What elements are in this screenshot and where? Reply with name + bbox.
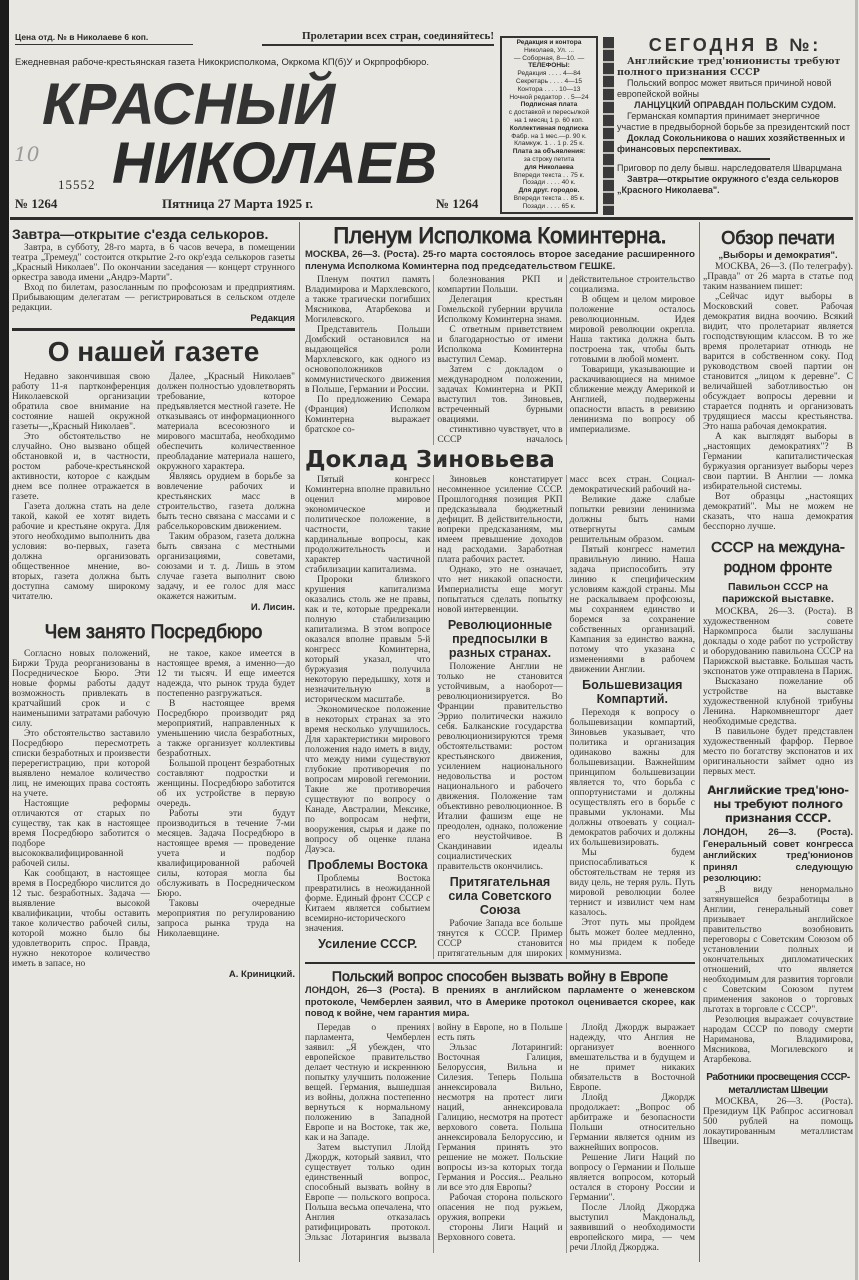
- zinoviev-body: [305, 475, 695, 959]
- headline-line: ны требуют полного: [713, 797, 843, 811]
- info-line: — Соборная, 8—10. —: [513, 54, 585, 62]
- sssr-front-headline: [703, 538, 853, 578]
- price-line: Цена отд. № в Николаеве 6 коп.: [15, 32, 193, 45]
- plenum-col2: [437, 275, 562, 425]
- newspaper-title-line2: НИКОЛАЕВ: [112, 131, 438, 196]
- today-divider: [700, 158, 770, 160]
- tred-body: [703, 885, 853, 1065]
- zavtra-signature: Редакция: [250, 313, 295, 324]
- info-line: Позади . . . . 65 к.: [522, 202, 576, 210]
- zinoviev-col1: [305, 475, 430, 855]
- paragraph: Пленум почтил память Владимирова и Мархлевского, а также трагически погибших Мясникова, Атарбекова и Могилевского.: [305, 275, 431, 325]
- masthead-rule: [10, 217, 853, 220]
- info-line: Фабр. на 1 мес.—р. 90 к.: [511, 132, 587, 140]
- paragraph: После Ллойд Джорджа выступил Макдональд, заявивший о необходимости европейского мира, — чем речи Ллойд Джорджа.: [569, 1202, 695, 1253]
- column-divider: [699, 222, 700, 1262]
- o-gazete-signature: И. Лисин.: [250, 602, 295, 613]
- handwritten-mark: 10: [14, 142, 40, 166]
- paragraph: Ллойд Джордж выражает надежду, что Англия не организует военного вмешательства и в будущем и не примет никаких обязательств в Восточной Европе.: [569, 1022, 695, 1093]
- paragraph: Резолюция выражает сочувствие народам СССР по поводу смерти Нариманова, Владимирова, Мясникова, Могилевского и Атарбекова.: [703, 1014, 853, 1065]
- slogan: Пролетарии всех стран, соединяйтесь!: [262, 30, 494, 46]
- paragraph: Товарищи, указывающие и раскачивающиеся на мнимое сближение между Америкой и Англией, подвержены опасности впасть в ревизию ленинизма по вопросу об империализме.: [569, 365, 695, 435]
- paragraph: Представитель Польши Домбский остановился на выдающейся роли Мархлевского, как одного из основоположников коммунистического движения в Польше, Германии и России.: [305, 325, 431, 395]
- obzor-subhead: „Выборы и демократия".: [718, 250, 838, 261]
- info-line: ТЕЛЕФОНЫ:: [528, 62, 570, 70]
- polish-body: [305, 1023, 695, 1253]
- scan-left-edge: [0, 0, 9, 1280]
- paragraph: В настоящее время Посредбюро производит ряд мероприятий, направленных к уменьшению числа безработных, а также организует коллективы безработных.: [157, 699, 295, 759]
- newspaper-title-line1: КРАСНЫЙ: [42, 72, 336, 137]
- paragraph: Делегация крестьян Гомельской губернии вручила Исполкому Коминтерна знамя.: [437, 295, 563, 325]
- paragraph: стороны Лиги Наций и Верховного совета.: [437, 1222, 563, 1243]
- paragraph: Недавно закончившая свою работу 11-я партконференция Николаевской организации обратила свое внимание на состояние нашей окружной газеты—„Красный Николаев".: [12, 372, 150, 432]
- ornament-strip: [603, 37, 614, 215]
- obzor-headline: Обзор печати: [721, 228, 835, 248]
- posredburo-col1: [12, 649, 150, 969]
- rabpros-body: [703, 1097, 853, 1147]
- paragraph: Затем выступил Ллойд Джордж, который заявил, что существует только один единственный вопрос, способный вызвать войну в Европе — польского вопроса. Польша весьма опечалена, что Англия отказалась ратифицировать протокол. Эльзас Лотарингия вызвала войну в Европе, но в Польше есть пять: [305, 1022, 563, 1243]
- paragraph: Однако, это не означает, что нет никакой опасности. Империалисты еще могут попытаться сделать попытку новой интервенции.: [437, 565, 563, 615]
- sssr-front-subhead: Павильон СССР на парижской выставке.: [722, 581, 834, 605]
- o-gazete-col1: [12, 372, 150, 602]
- tred-lead: ЛОНДОН, 26—3. (Роста). Генеральный совет конгресса английских тред'юнионов принял следующую резолюцию:: [703, 827, 853, 884]
- paragraph: Проблемы Востока превратились в неожиданной форме. Единый фронт СССР с Китаем является событием всемирно-исторического значения.: [305, 874, 431, 934]
- zavtra-headline: Завтра—открытие с'езда селькоров.: [12, 226, 269, 242]
- paragraph: Вход по билетам, разосланным по профсоюзам и предприятиям. Прибывающим делегатам — регистрироваться в сельском отделе редакции.: [12, 283, 295, 313]
- left-column: [12, 225, 295, 981]
- info-line: с доставкой и пересылкой: [508, 109, 590, 117]
- paragraph: Завтра, в субботу, 28-го марта, в 6 часов вечера, в помещении театра „Тремеуд" состоится открытие 2-го окр'езда селькоров газеты „Красный Николаев". По окончании заседания — концерт струнного оркестра завода имени „Андрэ-Марти".: [12, 243, 295, 283]
- zinoviev-col2b: [437, 662, 562, 872]
- stamp-number: 15552: [58, 177, 96, 192]
- info-line: Редакция и контора: [516, 39, 582, 46]
- info-line: Кламкуж. 1 . . 1 р. 25 к.: [514, 140, 584, 148]
- paragraph: Рабочие Запада все больше тянутся к СССР. Пример СССР становится притягательным для широких масс всех стран. Социал-демократический рабочий на-: [437, 475, 695, 959]
- info-line: Впереди текста . . 85 к.: [513, 194, 585, 202]
- paragraph: А как выглядят выборы в „настоящих демократиях"? В Германии капиталистическая буржуазия организует выборы через свои партии. В Англии — ломка избирательной системы.: [703, 432, 853, 492]
- headline-line: металлистам Швеции: [728, 1084, 828, 1096]
- posredburo-col2: [157, 649, 295, 969]
- sssr-front-body: [703, 607, 853, 777]
- paragraph: По предложению Семара (Франция) Исполком Коминтерна выражает братское со-: [305, 395, 431, 435]
- today-title: СЕГОДНЯ В №:: [648, 35, 822, 55]
- paragraph: Великие даже слабые попытки ревизии ленинизма должны быть нами отвергнуты самым решительным образом.: [569, 495, 695, 545]
- section-rule: [12, 328, 295, 331]
- today-item: Завтра—открытие окружного с'езда селькоров „Красного Николаева".: [617, 174, 839, 195]
- issue-number-right: № 1264: [436, 196, 479, 211]
- paragraph: стинктивно чувствует, что в СССР началось действительное строительство социализма.: [437, 275, 695, 445]
- subhead-problemy-vostoka: Проблемы Востока: [307, 858, 428, 872]
- info-line: Николаев, Ул. ...: [523, 46, 575, 54]
- paragraph: Решение Лиги Наций по вопросу о Германии и Польше является вопросом, который остался в сторону России и Германии".: [569, 1152, 695, 1203]
- paragraph: „Сейчас идут выборы в Московский совет. Рабочая демократия видна воочию. Всякий видит, что пролетариат является господствующим классом. В то же время пролетариат отнюдь не варится в собственном соку. Под руководством своей партии он становится „лицом к деревне". С величайшей заботливостью он обсуждает вопросы деревни и старается поднять и организовать трудящиеся массы крестьянства. Это наша рабочая демократия.: [703, 292, 853, 432]
- zinoviev-col2a: [437, 475, 562, 615]
- paragraph: Как сообщают, в настоящее время в Посредбюро числится до 12 тыс. безработных. Задача — выявление высокой квалификации, чтобы оставить такое количество рабочей силы, которой можно было бы удовлетворить спрос. Правда, нужно некоторое количество иметь в запасе, но: [12, 869, 150, 969]
- plenum-col1: [305, 275, 430, 435]
- headline-line: признания СССР.: [724, 811, 832, 825]
- zinoviev-col3b: [570, 708, 695, 958]
- info-line: Впереди текста . . 75 к.: [513, 171, 585, 179]
- paragraph: Мы будем приспосабливаться к обстоятельствам не теряя из виду цель, не теряя руль. Путь мировой революции более тернист и извилист чем нам казалось.: [569, 848, 695, 918]
- today-item: Приговор по делу бывш. нарследователя Шварцмана: [617, 163, 842, 173]
- tred-headline: [703, 783, 853, 825]
- paragraph: Далее, „Красный Николаев" должен полностью удовлетворять требование, которое предъявляется местной газете. Не отказываясь от информационного материала всесоюзного и мирового масштаба, необходимо обеспечить количественное преобладание материала нашего, окружного характера.: [157, 372, 295, 472]
- paragraph: не такое, какое имеется в настоящее время, а именно—до 12 ти тысяч. И еще имеется надежда, что рынок труда будет постепенно разгружаться.: [157, 649, 295, 699]
- today-in-issue-box: [617, 34, 853, 196]
- paragraph: Газета должна стать на деле такой, какой ее хотят видеть рабочие и крестьяне округа. Для этого необходимо выполнить два условия: во-первых, газета должна организовать общественное мнение, во-вторых, газета должна быть доступна самому широкому читателю.: [12, 502, 150, 602]
- headline-line: СССР на междуна-: [711, 539, 845, 556]
- plenum-headline: Пленум Исполкома Коминтерна.: [333, 223, 667, 248]
- polish-col2: [437, 1043, 562, 1223]
- paragraph: „В виду ненормально затянувшейся безработицы в Англии, генеральный совет призывает английское правительство возобновить переговоры с Советским Союзом об установлении полных и окончательных дипломатических отношений, что является необходимым для развития торговли с Советским Союзом путем применения законов о торговых льготах в торговле с СССР".: [703, 884, 853, 1015]
- paragraph: Положение Англии не только не становится устойчивым, а наоборот—революционизируется. Во Франции правительство Эррио политически нажило себя. Балканские государства революционизируются тремя обстоятельствами: ростом крестьянского движения, усилением национального недовольства и ростом национального и рабочего движения. Положение там объективно революционное. В Италии фашизм еще не преодолен, однако, положение его неустойчивое. В Скандинавии идеалы социалистических правительств окончились.: [437, 662, 563, 872]
- obzor-body: [703, 262, 853, 532]
- section-rule: [305, 962, 695, 964]
- info-line: Плата за объявления:: [512, 148, 586, 156]
- paragraph: Это обстоятельство не случайно. Оно вызвано общей обстановкой и, в частности, ростом рабоче-крестьянской активности, которое с каждым днем все полнее отражается в газете.: [12, 432, 150, 502]
- headline-line: родном фронте: [723, 559, 833, 576]
- today-item: Польский вопрос может явиться причиной новой европейской войны: [617, 78, 832, 99]
- subhead-usilenie: Усиление СССР.: [318, 937, 418, 951]
- info-line: Редакция . . . . 4—84: [517, 70, 581, 78]
- right-column: [703, 226, 853, 1147]
- info-line: Контора . . . . 10—13: [517, 85, 581, 93]
- subtitle: Ежедневная рабоче-крестьянская газета Никокрисполкома, Окркома КП(б)У и Окрпрофбюро.: [15, 57, 430, 68]
- today-item: Доклад Сокольникова о наших хозяйственных и финансовых перспективах.: [617, 133, 846, 154]
- paragraph: Работы эти будут производиться в течение 7-ми месяцев. Задача Посредбюро в настоящее время — проведение учета и подбор квалифицированной рабочей силы, которая могла бы обслуживать в Посредническом Бюро.: [157, 809, 295, 899]
- middle-column: [305, 223, 695, 1253]
- paragraph: МОСКВА, 26—3. (По телеграфу). „Правда" от 26 марта в статье под таким названием пишет:: [703, 262, 853, 292]
- headline-line: Работники просвещения СССР-: [706, 1071, 850, 1083]
- paragraph: Передав о прениях парламента, Чемберлен заявил: „Я убежден, что европейское правительство делает честную и искреннюю попытку улучшить положение вещей. Германия, вышедшая из войны, должна постепенно вернуться к нормальному положению в Западной Европе и на Востоке, так же, как и на Западе.: [305, 1022, 431, 1143]
- today-item: Германская компартия принимает энергичное участие в предвыборной борьбе за президентский пост: [617, 111, 851, 132]
- polish-lead: ЛОНДОН, 26—3 (Роста). В прениях в английском парламенте о женевском протоколе, Чемберлен заявил, что в Америке протокол оценивается скорее, как повод к войне, чем гарантия мира.: [305, 985, 695, 1019]
- posredburo-headline: Чем занято Посредбюро: [44, 622, 263, 643]
- zinoviev-col1b: [305, 874, 430, 934]
- paragraph: Эльзас Лотарингий: Восточная Галиция, Белоруссия, Вильна и Силезия. Теперь Польша аннексировала Вильно, несмотря на протест лиги наций, аннексировала Галицию, несмотря на протест верхового совета. Польша аннексировала Белоруссию, и Германия принять это решение не может. Польские вопросы из-за которых тогда Германия и Россия... Реально ли все это для Европы?: [437, 1042, 563, 1193]
- posredburo-signature: А. Криницкий.: [228, 969, 295, 980]
- paragraph: Высказано пожелание об устройстве на выставке художественной клубной трибуны Ленина. Наркомвнешторг дает необходимые средства.: [703, 677, 853, 727]
- paragraph: Таковы очередные мероприятия по регулированию запроса рынка труда на Николаевщине.: [157, 899, 295, 939]
- paragraph: Ллойд Джордж продолжает: „Вопрос об арбитраже и безопасности Польши относительно Германии является одним из важнейших вопросов.: [569, 1092, 695, 1153]
- info-line: Подписная плата: [520, 101, 578, 109]
- info-line: Позади . . . . 40 к.: [522, 179, 576, 187]
- today-item: ЛАНЦУЦКИЙ ОПРАВДАН ПОЛЬСКИМ СУДОМ.: [634, 100, 836, 110]
- issue-date: Пятница 27 Марта 1925 г.: [162, 196, 314, 211]
- paragraph: МОСКВА, 26—3. (Роста). Президиум ЦК Рабпрос ассигновал 500 рублей на помощь локаутированным металлистам Швеции.: [703, 1096, 853, 1147]
- paragraph: Вот образцы „настоящих демократий". Мы не можем не сказать, что наша демократия бесспорно лучше.: [703, 492, 853, 532]
- headline-line: Английские тред'юно-: [707, 783, 849, 797]
- paragraph: Большой процент безработных составляют подростки и женщины. Посредбюро заботится об их устройстве в первую очередь.: [157, 759, 295, 809]
- paragraph: болезнования РКП и компартии Польши.: [437, 275, 563, 295]
- paragraph: Настоящие реформы отличаются от старых по существу, так как в настоящее время Посредбюро заботится о подборе высококвалифицированной рабочей силы.: [12, 799, 150, 869]
- today-item: Английские тред'юнионисты требуют полного признания СССР: [617, 56, 841, 78]
- paragraph: Таким образом, газета должна быть связана с местными организациями, советами, союзами и т. д. Лишь в этом случае газета выполнит свою задачу, и ее голос для масс окажется нажитым.: [157, 532, 295, 602]
- paragraph: В павильоне будет представлен художественный фарфор. Первое место по богатству экспонатов и их оригинальности займет одно из первых мест.: [703, 727, 853, 777]
- paragraph: С ответным приветствием и благодарностью от имени Исполкома Коминтерна выступил Семар.: [437, 325, 563, 365]
- paragraph: Пятый конгресс наметил правильную линию. Наша задача приспособить эту линию к специфическим условиям каждой страны. Мы не раскалываем профсоюзы, мы сохраняем единство и боремся за сохранение собственных организаций. Кампания за единство важна, потому что указана с изменениями в рабочем движении Англии.: [569, 545, 695, 675]
- paragraph: Являясь орудием в борьбе за вовлечение рабочих и крестьянских масс в строительство, газета должна быть тесно связана с массами и с рабселькоровским движением.: [157, 472, 295, 532]
- editorial-info-box: [500, 36, 598, 214]
- paragraph: МОСКВА, 26—3. (Роста). В художественном совете Наркомпроса были заслушаны доклады о ходе работ по устройству и оборудованию павильона СССР на Парижской выставке. Большая часть экспонатов уже отправлена в Париж.: [703, 607, 853, 677]
- zavtra-body: [12, 243, 295, 313]
- paragraph: Затем с докладом о международном положении, задачах Коминтерна и РКП выступил тов. Зиновьев, встреченный бурными овациями.: [437, 365, 563, 425]
- plenum-lead: МОСКВА, 26—3. (Роста). 25-го марта состоялось второе заседание расширенного пленума Исполкома Коминтерна под председательством ГЕШКЕ.: [305, 249, 695, 272]
- paragraph: Это обстоятельство заставило Посредбюро пересмотреть списки безработных и произвести перерегистрацию, при которой выявлено немалое количество лиц, не имеющих права состоять на учете.: [12, 729, 150, 799]
- info-line: Коллективная подписка: [509, 124, 589, 132]
- plenum-body: [305, 275, 695, 445]
- info-line: Для друг. городов.: [518, 187, 580, 195]
- issue-number-left: № 1264: [15, 196, 58, 211]
- paragraph: Зиновьев констатирует несомненное усиление СССР. Прошлогодняя позиция РКП предсказывала бюджетный дефицит. В действительности, вопреки предсказаниям, мы имеем превышение доходов над расходами. Заработная плата рабочих растет.: [437, 475, 563, 565]
- subhead-revolutsionnye: Революционные предпосылки в разных странах.: [447, 618, 553, 660]
- info-line: за строку петита: [523, 155, 575, 163]
- paragraph: Экономическое положение в некоторых странах за это время несколько улучшилось. Для характеристики мирового положения надо иметь в виду, что между ними существуют глубокие противоречия по вопросам мировой гегемонии. Такие же противоречия существуют по вопросу о Канаде, Австралии, Мексике, по вопросам нефти, вооружения, сырья и даже по вопросу об оценке плана Дауэса.: [305, 705, 431, 855]
- column-divider: [299, 222, 300, 1262]
- paragraph: В общем и целом мировое положение осталось революционным. Идея мировой революции окрепла. Наша тактика должна быть построена так, чтобы быть готовыми в любой момент.: [569, 295, 695, 365]
- zinoviev-headline: Доклад Зиновьева: [305, 447, 555, 473]
- paragraph: Пророки близкого крушения капитализма оказались столь же не правы, как и те, которые предрекали полную стабилизацию капитализма. В этом вопросе оказался вполне правым 5-й конгресс Коминтерна, который указал, что буржуазия получила некоторую передышку, хотя и незначительную в историческом масштабе.: [305, 575, 431, 705]
- o-gazete-col2: [157, 372, 295, 602]
- paragraph: Этот путь мы пройдем быть может более медленно, но мы придем к победе коммунизма.: [569, 918, 695, 958]
- paragraph: Пятый конгресс Коминтерна вполне правильно оценил мировое экономическое и политическое положение, в частности, такие кардинальные вопросы, как продолжительность и характер частичной стабилизации капитализма.: [305, 475, 431, 575]
- o-gazete-headline: О нашей газете: [47, 336, 260, 367]
- scan-right-edge: [855, 0, 858, 1280]
- zinoviev-col3a: [570, 495, 695, 675]
- info-line: Ночной редактор . . 5—24: [509, 93, 589, 101]
- subhead-bolshevizatsiya: Большевизация Компартий.: [582, 678, 683, 706]
- paragraph: Рабочая сторона польского опасения не под ружьем, оружия, вопреки: [437, 1192, 563, 1223]
- info-line: для Николаева: [524, 163, 574, 171]
- rabpros-headline: [703, 1071, 853, 1097]
- polish-headline: Польский вопрос способен вызвать войну в Европе: [331, 968, 669, 984]
- info-line: на 1 месяц 1 р. 60 коп.: [514, 116, 584, 124]
- paragraph: Переходя к вопросу о большевизации компартий, Зиновьев указывает, что политика и организация одинаково важны для большевизации. Важнейшим принципом большевизации является то, что борьба с оппортунистами и должны осуществлять его в борьбе с правыми уклонами. Мы должны отвоевать у социал-демократов рабочих и должны их большевизировать.: [569, 708, 695, 848]
- paragraph: Согласно новых положений, Биржи Труда реорганизованы в Посредническое Бюро. Эти новые формы работы дадут возможность привлекать в кратчайший срок и с наименьшими затратами рабочую силу.: [12, 649, 150, 729]
- info-line: Секретарь . . . . 4—15: [515, 77, 583, 85]
- subhead-prityagatelnaya-sila: Притягательная сила Советского Союза: [448, 875, 552, 917]
